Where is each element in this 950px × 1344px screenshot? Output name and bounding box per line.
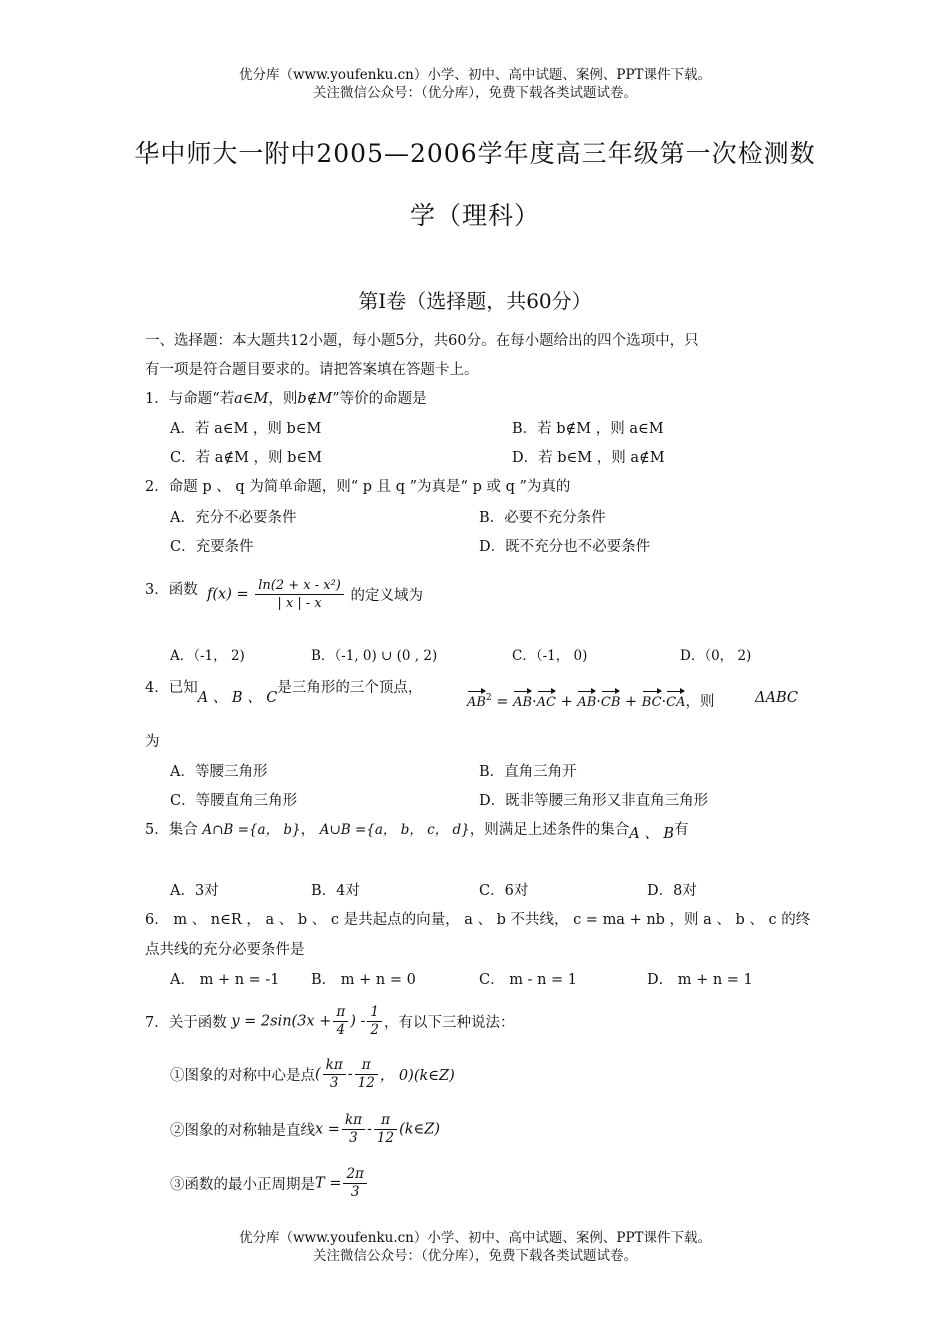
question-4-stem-end: 为 bbox=[145, 734, 160, 750]
instructions-line-1: 一、选择题：本大题共12小题，每小题5分，共60分。在每小题给出的四个选项中，只 bbox=[145, 333, 699, 349]
question-5-option-b[interactable]: B．4对 bbox=[311, 883, 360, 899]
question-2-option-d[interactable]: D．既不充分也不必要条件 bbox=[479, 539, 651, 555]
question-7-statement-1: ①图象的对称中心是点( $\frac{k\pi}{3}$ - $\frac{\pi}{12}$ ， 0)(k∈Z) bbox=[170, 1057, 455, 1091]
question-1-option-d[interactable]: D．若 b∈M ，则 a∉M bbox=[512, 450, 665, 466]
footer-line-1: 优分库（www.youfenku.cn）小学、初中、高中试题、案例、PPT课件下载。 bbox=[238, 1230, 712, 1246]
question-3-function: f(x) = $\frac{\text{ln(2 + x - x²)}}{| x | - x}$ 的定义域为 bbox=[207, 578, 423, 611]
question-2-option-b[interactable]: B．必要不充分条件 bbox=[479, 510, 606, 526]
question-6-option-a[interactable]: A． m + n = -1 bbox=[170, 972, 280, 988]
question-4-option-b[interactable]: B．直角三角开 bbox=[479, 764, 577, 780]
exam-title-line-2: 学（理科） bbox=[409, 201, 540, 230]
question-6-option-b[interactable]: B． m + n = 0 bbox=[311, 972, 416, 988]
question-3-option-a[interactable]: A．（-1， 2) bbox=[170, 648, 245, 664]
question-1-option-b[interactable]: B．若 b∉M ，则 a∈M bbox=[512, 421, 664, 437]
question-6-option-c[interactable]: C． m - n = 1 bbox=[479, 972, 578, 988]
question-7-statement-2: ②图象的对称轴是直线x = $\frac{k\pi}{3}$ - $\frac{\pi}{12}$ (k∈Z) bbox=[170, 1112, 441, 1146]
section-heading: 第Ⅰ卷（选择题，共60分） bbox=[358, 289, 592, 313]
question-5-stem: 5．集合 A∩B ={a， b}， A∪B ={a， b， c， d}，则满足上述条件的集合A 、 B有 bbox=[145, 822, 689, 842]
header-line-2: 关注微信公众号：（优分库），免费下载各类试题试卷。 bbox=[313, 85, 637, 101]
question-6-stem-line-2: 点共线的充分必要条件是 bbox=[145, 942, 305, 958]
question-4-option-a[interactable]: A．等腰三角形 bbox=[170, 764, 268, 780]
question-2-option-c[interactable]: C．充要条件 bbox=[170, 539, 254, 555]
question-1-option-a[interactable]: A．若 a∈M ，则 b∈M bbox=[170, 421, 322, 437]
footer-line-2: 关注微信公众号：（优分库），免费下载各类试题试卷。 bbox=[313, 1248, 637, 1264]
question-3-option-c[interactable]: C．（-1， 0) bbox=[512, 648, 588, 664]
question-5-option-d[interactable]: D．8对 bbox=[647, 883, 697, 899]
question-1-stem: 1．与命题“若a∈M，则b∉M”等价的命题是 bbox=[145, 391, 427, 407]
question-6-option-d[interactable]: D． m + n = 1 bbox=[647, 972, 753, 988]
question-3-stem: 3．函数 bbox=[145, 582, 198, 598]
instructions-line-2: 有一项是符合题目要求的。请把答案填在答题卡上。 bbox=[145, 362, 479, 378]
exam-title-line-1: 华中师大一附中2005—2006学年度高三年级第一次检测数 bbox=[134, 139, 816, 168]
question-2-stem: 2．命题 p 、 q 为简单命题，则“ p 且 q ”为真是“ p 或 q ”为真的 bbox=[145, 479, 571, 495]
header-line-1: 优分库（www.youfenku.cn）小学、初中、高中试题、案例、PPT课件下载。 bbox=[238, 67, 712, 83]
question-4-triangle: ΔABC bbox=[755, 690, 798, 706]
question-3-option-b[interactable]: B．（-1, 0) ∪ (0 , 2) bbox=[311, 648, 438, 664]
question-3-fraction: $\frac{\text{ln(2 + x - x²)}}{| x | - x}$ bbox=[255, 577, 344, 612]
question-7-stem: 7．关于函数 y = 2sin(3x + $\frac{\pi}{4}$ ) - $\frac{1}{2}$ ，有以下三种说法： bbox=[145, 1004, 515, 1038]
question-2-option-a[interactable]: A．充分不必要条件 bbox=[170, 510, 297, 526]
question-1-option-c[interactable]: C．若 a∉M ，则 b∈M bbox=[170, 450, 323, 466]
question-4-option-d[interactable]: D．既非等腰三角形又非直角三角形 bbox=[479, 793, 709, 809]
question-4-option-c[interactable]: C．等腰直角三角形 bbox=[170, 793, 298, 809]
question-3-option-d[interactable]: D．（0， 2) bbox=[680, 648, 752, 664]
question-5-option-a[interactable]: A．3对 bbox=[170, 883, 219, 899]
question-6-stem-line-1: 6． m 、 n∈R ， a 、 b 、 c 是共起点的向量， a 、 b 不共线， c = ma + nb ，则 a 、 b 、 c 的终 bbox=[145, 912, 811, 928]
question-4-stem: 4．已知A 、 B 、 C是三角形的三个顶点， bbox=[145, 680, 423, 706]
question-4-vector-equation: $AB^2 = AB\cdot AC + AB\cdot CB + BC\cdot CA$，则 bbox=[467, 688, 714, 713]
question-5-option-c[interactable]: C．6对 bbox=[479, 883, 529, 899]
question-7-statement-3: ③函数的最小正周期是T = $\frac{2\pi}{3}$ bbox=[170, 1166, 369, 1201]
